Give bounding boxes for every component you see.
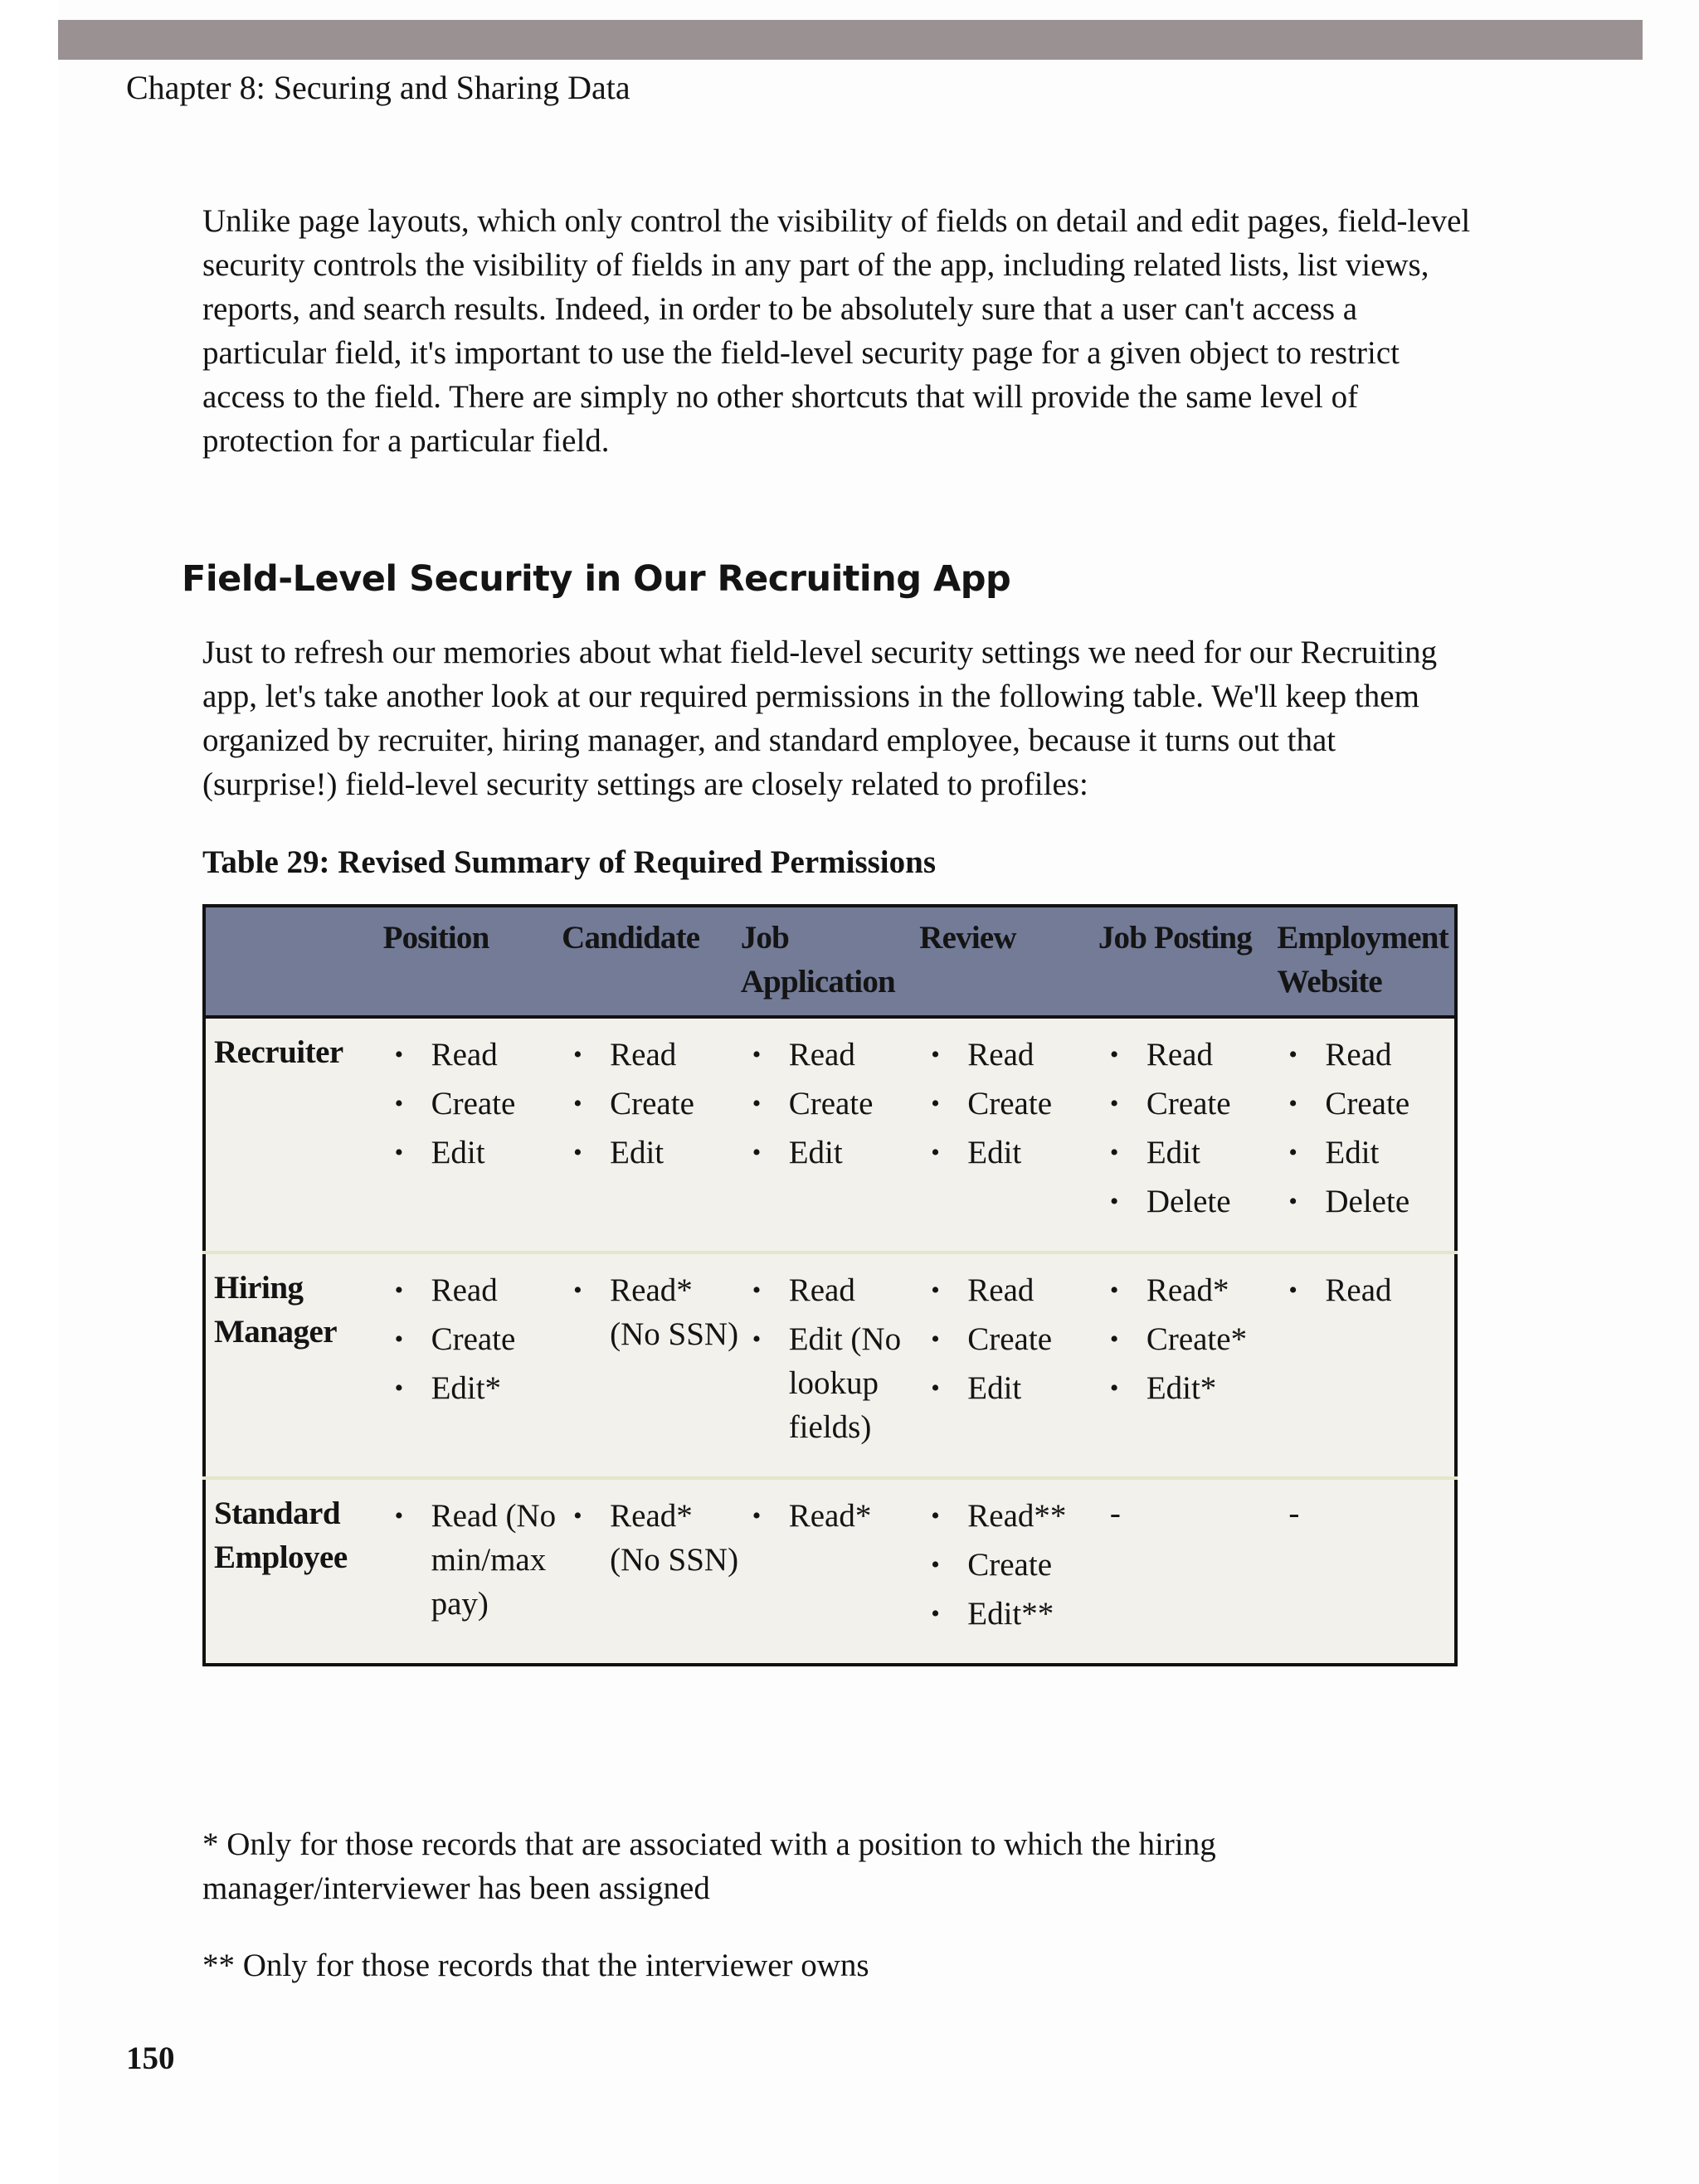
empty-permission-dash: - <box>1288 1496 1300 1531</box>
table-cell <box>919 1478 1098 1665</box>
footnote: * Only for those records that are associated with a position to which the hiring manager/interviewer has been assigned <box>202 1826 1216 1906</box>
header-bar <box>58 20 1643 60</box>
permission-text: Read (No min/max pay) <box>431 1498 557 1622</box>
permission-item <box>1277 1177 1454 1226</box>
table-caption: Table 29: Revised Summary of Required Permissions <box>202 844 937 880</box>
table-cell <box>919 1017 1098 1253</box>
permission-item <box>383 1128 562 1177</box>
table-row <box>204 1017 1456 1253</box>
table-cell <box>562 1017 741 1253</box>
column-header: Review <box>919 906 1098 1017</box>
permission-text: Edit <box>967 1135 1022 1170</box>
permission-item <box>1277 1030 1454 1079</box>
permission-text: Create* <box>1146 1321 1248 1357</box>
permission-item <box>919 1079 1098 1128</box>
permission-list <box>741 1491 920 1540</box>
permission-text: Edit* <box>1146 1370 1217 1406</box>
permission-text: Edit <box>967 1370 1022 1406</box>
table-cell <box>741 1253 920 1478</box>
intro-paragraph: Unlike page layouts, which only control the visibility of fields on detail and edit pages, field-level security controls the visibility of fields in any part of the app, including related lists, list views, reports, and search results. Indeed, in order to be absolutely sure that a user can't access a particular field, it's important to use the field-level security page for a given object to restrict access to the field. There are simply no other shortcuts that will provide the same level of protection for a particular field. <box>202 203 1471 459</box>
permission-text: Delete <box>1325 1184 1410 1219</box>
row-label: Standard Employee <box>204 1478 383 1665</box>
permission-item <box>562 1079 741 1128</box>
permission-list <box>741 1030 920 1177</box>
table-cell <box>1098 1478 1278 1665</box>
permission-item <box>741 1491 920 1540</box>
permission-text: Create <box>1146 1086 1231 1121</box>
table-cell <box>383 1253 562 1478</box>
permission-item <box>383 1079 562 1128</box>
page-number: 150 <box>126 2041 175 2076</box>
row-label: Recruiter <box>214 1034 343 1070</box>
permission-item <box>562 1266 741 1359</box>
permission-list <box>383 1491 562 1628</box>
table-cell <box>741 1478 920 1665</box>
permission-text: Read <box>967 1272 1034 1308</box>
column-header: Job Posting <box>1098 906 1278 1017</box>
permission-item <box>1277 1266 1454 1315</box>
permission-item <box>562 1128 741 1177</box>
permission-list <box>919 1491 1098 1638</box>
permission-text: Read <box>610 1037 677 1073</box>
permission-item <box>383 1491 562 1628</box>
table-cell <box>741 1017 920 1253</box>
permission-text: Read** <box>967 1498 1067 1534</box>
table-cell <box>383 1478 562 1665</box>
permission-text: Read <box>431 1037 498 1073</box>
permission-text: Edit** <box>967 1596 1054 1632</box>
table-header-row <box>204 906 1456 1017</box>
table-row <box>204 1253 1456 1478</box>
page-margin <box>0 0 58 2184</box>
permission-item <box>562 1030 741 1079</box>
permission-item <box>1098 1030 1278 1079</box>
permission-text: Edit (No lookup fields) <box>788 1321 902 1445</box>
permission-text: Delete <box>1146 1184 1231 1219</box>
permission-item <box>919 1589 1098 1638</box>
column-header: Candidate <box>562 906 741 1017</box>
permission-text: Read <box>1146 1037 1213 1073</box>
permission-item <box>919 1491 1098 1540</box>
permission-item <box>383 1315 562 1364</box>
permission-item <box>1098 1128 1278 1177</box>
column-header: Employment Website <box>1277 906 1456 1017</box>
permission-item <box>383 1030 562 1079</box>
permission-text: Create <box>431 1086 516 1121</box>
permission-text: Edit <box>431 1135 485 1170</box>
permission-item <box>919 1364 1098 1413</box>
footnote: ** Only for those records that the interviewer owns <box>202 1948 869 1983</box>
permission-text: Read* <box>1146 1272 1229 1308</box>
permission-item <box>1277 1128 1454 1177</box>
permission-list <box>562 1266 741 1359</box>
permission-list <box>919 1266 1098 1413</box>
permission-text: Create <box>967 1321 1053 1357</box>
permission-item <box>919 1315 1098 1364</box>
permission-list <box>1277 1030 1454 1226</box>
table-cell <box>1098 1253 1278 1478</box>
permission-text: Edit <box>610 1135 665 1170</box>
permission-item <box>1098 1315 1278 1364</box>
empty-permission-dash: - <box>1109 1496 1121 1531</box>
table-cell <box>562 1253 741 1478</box>
table-cell <box>1098 1017 1278 1253</box>
running-head: Chapter 8: Securing and Sharing Data <box>126 69 630 106</box>
permission-item <box>1098 1079 1278 1128</box>
permission-list <box>383 1266 562 1413</box>
permission-list <box>1098 1030 1278 1226</box>
permission-item <box>741 1030 920 1079</box>
refresh-paragraph: Just to refresh our memories about what field-level security settings we need for our Recruiting app, let's take another look at our required permissions in the following table. We'll keep them organized by recruiter, hiring manager, and standard employee, because it turns out that (surprise!) field-level security settings are closely related to profiles: <box>202 635 1438 802</box>
permissions-table <box>202 904 1458 1666</box>
table-cell <box>383 1017 562 1253</box>
table-cell <box>562 1478 741 1665</box>
column-header <box>204 906 383 1017</box>
permission-list <box>562 1491 741 1584</box>
permission-text: Edit <box>1325 1135 1380 1170</box>
table-row <box>204 1478 1456 1665</box>
permission-list <box>1277 1266 1454 1315</box>
permission-text: Read* (No SSN) <box>610 1272 739 1352</box>
column-header: Job Application <box>741 906 920 1017</box>
table-cell <box>1277 1253 1456 1478</box>
column-header: Position <box>383 906 562 1017</box>
permission-item <box>1098 1364 1278 1413</box>
permission-text: Create <box>610 1086 694 1121</box>
table-cell <box>1277 1478 1456 1665</box>
permission-text: Read <box>1325 1272 1392 1308</box>
permission-text: Create <box>431 1321 516 1357</box>
permission-text: Create <box>967 1086 1053 1121</box>
permission-text: Read* <box>788 1498 872 1534</box>
permission-item <box>1277 1079 1454 1128</box>
permission-text: Read* (No SSN) <box>610 1498 739 1578</box>
permission-item <box>919 1540 1098 1589</box>
permission-text: Edit <box>788 1135 843 1170</box>
permission-text: Create <box>967 1547 1053 1583</box>
row-label: Hiring Manager <box>204 1253 383 1478</box>
permission-text: Read <box>431 1272 498 1308</box>
permission-item <box>741 1315 920 1452</box>
permission-item <box>741 1079 920 1128</box>
permission-item <box>919 1128 1098 1177</box>
permission-item <box>741 1128 920 1177</box>
permission-text: Read <box>1325 1037 1392 1073</box>
permission-item <box>919 1030 1098 1079</box>
permission-text: Edit <box>1146 1135 1200 1170</box>
permission-text: Read <box>967 1037 1034 1073</box>
permission-item <box>741 1266 920 1315</box>
permission-list <box>741 1266 920 1452</box>
permission-text: Create <box>1325 1086 1410 1121</box>
permission-text: Read <box>788 1037 855 1073</box>
permission-item <box>919 1266 1098 1315</box>
permission-list <box>562 1030 741 1177</box>
table-cell <box>919 1253 1098 1478</box>
permission-text: Edit* <box>431 1370 502 1406</box>
permission-item <box>383 1266 562 1315</box>
permission-item <box>1098 1177 1278 1226</box>
permission-item <box>383 1364 562 1413</box>
permission-list <box>919 1030 1098 1177</box>
permission-list <box>1098 1266 1278 1413</box>
permission-list <box>383 1030 562 1177</box>
permission-item <box>1098 1266 1278 1315</box>
permission-text: Create <box>788 1086 874 1121</box>
permission-text: Read <box>788 1272 855 1308</box>
section-heading: Field-Level Security in Our Recruiting App <box>182 558 1011 600</box>
table-cell <box>1277 1017 1456 1253</box>
permission-item <box>562 1491 741 1584</box>
